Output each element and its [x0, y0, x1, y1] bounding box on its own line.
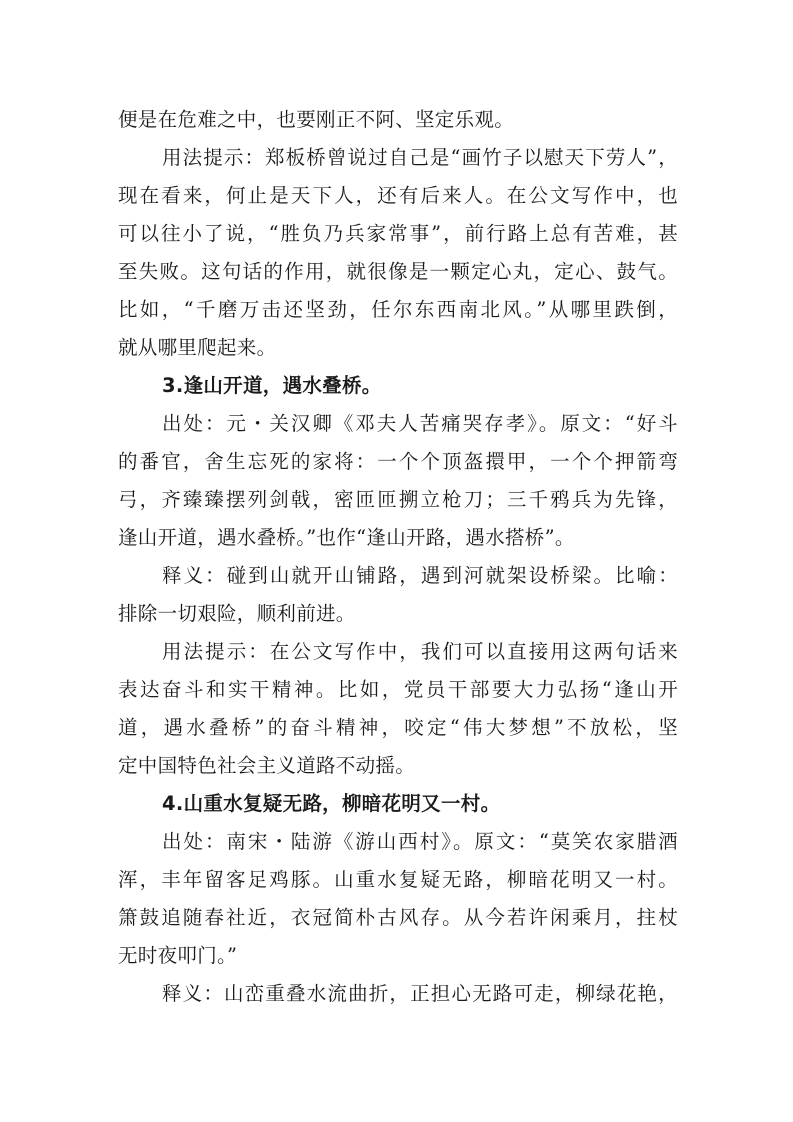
text-line: 逢山开道，遇水叠桥。”也作“逢山开路，遇水搭桥”。	[118, 526, 575, 549]
text-line: 浑，丰年留客足鸡豚。山重水复疑无路，柳暗花明又一村。	[118, 868, 678, 891]
section-heading: 3.逢山开道，遇水叠桥。	[162, 374, 382, 397]
text-line: 表达奋斗和实干精神。比如，党员干部要大力弘扬“逢山开	[118, 678, 678, 701]
text-line: 定中国特色社会主义道路不动摇。	[118, 754, 416, 777]
text-line: 的番官，舍生忘死的家将：一个个顶盔擐甲，一个个押箭弯	[118, 450, 678, 473]
text-line: 至失败。这句话的作用，就很像是一颗定心丸，定心、鼓气。	[118, 260, 678, 283]
text-line: 道，遇水叠桥”的奋斗精神，咬定“伟大梦想”不放松，坚	[118, 716, 678, 739]
text-line: 就从哪里爬起来。	[118, 336, 277, 359]
text-line: 比如，“千磨万击还坚劲，任尔东西南北风。”从哪里跌倒，	[118, 298, 678, 321]
section-heading: 4.山重水复疑无路，柳暗花明又一村。	[162, 792, 501, 815]
text-line: 释义：山峦重叠水流曲折，正担心无路可走，柳绿花艳，	[162, 982, 678, 1005]
text-line: 便是在危难之中，也要刚正不阿、坚定乐观。	[118, 108, 515, 131]
text-line: 现在看来，何止是天下人，还有后来人。在公文写作中，也	[118, 184, 678, 207]
text-line: 释义：碰到山就开山铺路，遇到河就架设桥梁。比喻：	[162, 564, 678, 587]
text-line: 出处：南宋・陆游《游山西村》。原文：“莫笑农家腊酒	[162, 830, 678, 853]
text-line: 出处：元・关汉卿《邓夫人苦痛哭存孝》。原文：“好斗	[162, 412, 678, 435]
text-line: 可以往小了说，“胜负乃兵家常事”，前行路上总有苦难，甚	[118, 222, 678, 245]
text-line: 箫鼓追随春社近，衣冠简朴古风存。从今若许闲乘月，拄杖	[118, 906, 678, 929]
text-line: 排除一切艰险，顺利前进。	[118, 602, 356, 625]
text-line: 用法提示：郑板桥曾说过自己是“画竹子以慰天下劳人”，	[162, 146, 678, 169]
text-line: 用法提示：在公文写作中，我们可以直接用这两句话来	[162, 640, 678, 663]
text-line: 弓，齐臻臻摆列剑戟，密匝匝搠立枪刀；三千鸦兵为先锋，	[118, 488, 678, 511]
text-line: 无时夜叩门。”	[118, 944, 238, 967]
